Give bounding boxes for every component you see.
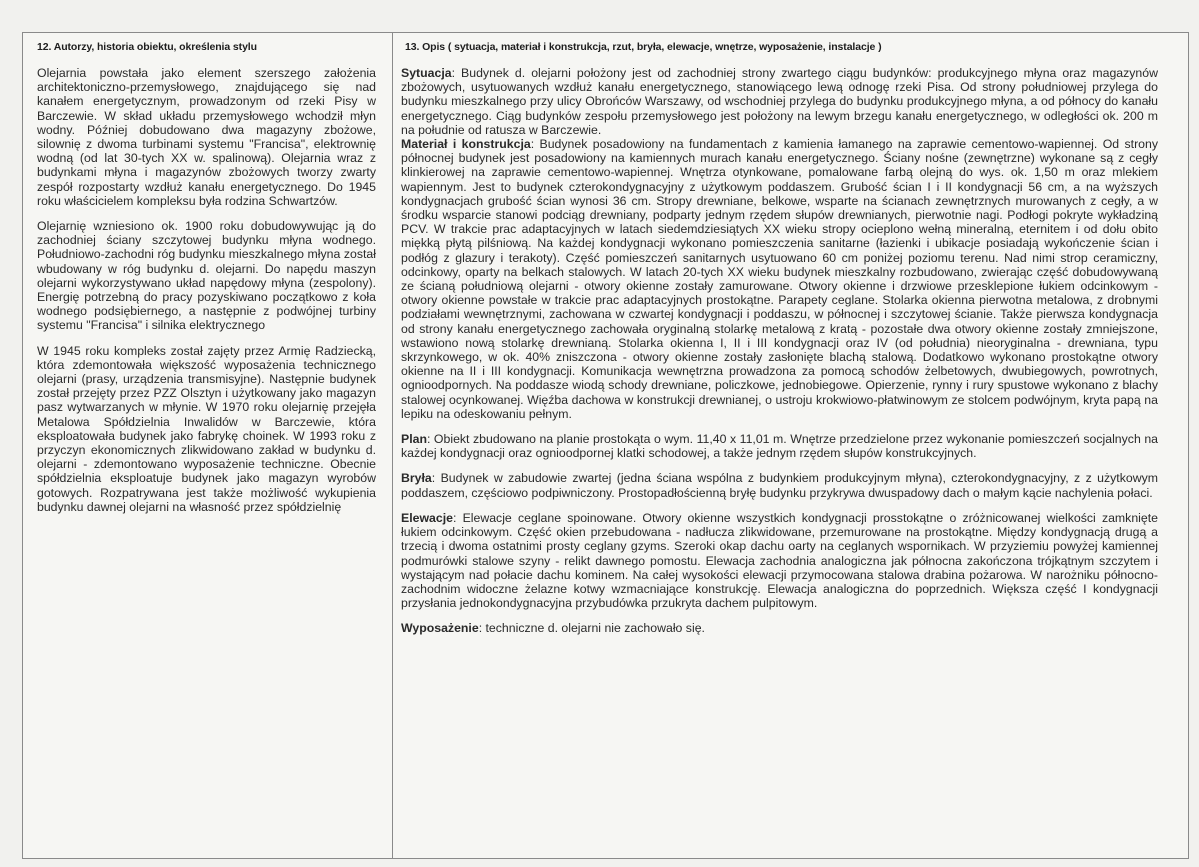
column-divider xyxy=(392,33,393,858)
section-material xyxy=(401,137,1158,421)
plan-text: : Obiekt zbudowano na planie prostokąta o wym. 11,40 x 11,01 m. Wnętrze przedzielone przez wykonanie pomieszczeń socjalnych na każdej kondygnacji oraz ognioodpornej klatki schodowej, a także jednym rzędem słupów konstrukcyjnych. xyxy=(401,432,1158,461)
plan-label: Plan xyxy=(401,432,427,447)
wyposazenie-text: : techniczne d. olejarni nie zachowało się. xyxy=(478,621,705,636)
history-paragraph-1: Olejarnia powstała jako element szerszego założenia architektoniczno-przemysłowego, znajdującego się nad kanałem energetycznym, prowadzonym od rzeki Pisy w Barczewie. W skład układu przemysłowego wchodził młyn wodny. Później dobudowano dwa magazyny zbożowe, silownię z dwoma turbinami systemu "Francisa", elektrownię wodną (od lat 30-tych XX w. spalinową). Olejarnia wraz z budynkami młyna i magazynów zbożowych tworzy zwarty zespół rozpostarty wzdłuż kanału energetycznego. Do 1945 roku właścicielem kompleksu była rodzina Schwartzów. xyxy=(37,66,376,208)
sytuacja-label: Sytuacja xyxy=(401,66,452,80)
description-column xyxy=(401,41,1158,647)
history-paragraph-3: W 1945 roku kompleks został zajęty przez Armię Radziecką, która zdemontowała większość wyposażenia technicznego olejarni (prasy, urządzenia transmisyjne). Następnie budynek został przejęty przez PZZ Olsztyn i użytkowany jako magazyn pasz wytwarzanych w młynie. W 1970 roku olejarnię przejęła Metalowa Spółdzielnia Inwalidów w Barczewie, która eksploatowała budynek jako fabrykę choinek. W 1993 roku z przyczyn ekonomicznych zlikwidowano zakład w budynku d. olejarni - zdemontowano wyposażenie techniczne. Obecnie spółdzielnia eksploatuje budynek jako magazyn wyrobów gotowych. Rozpatrywana jest także możliwość wykupienia budynku dawnej olejarni na własność przez spółdzielnię xyxy=(37,343,376,514)
history-paragraph-2: Olejarnię wzniesiono ok. 1900 roku dobudowywując ją do zachodniej ściany szczytowej budynku młyna wodnego. Południowo-zachodni róg budynku mieszkalnego młyna został wbudowany w róg budynku d. olejarni. Do napędu maszyn olejarni wykorzystywano układ napędowy młyna (zespolony). Energię potrzebną do pracy pozyskiwano początkowo z koła wodnego podsiębiernego, a następnie z podwójnej turbiny systemu "Francisa" i silnika elektrycznego xyxy=(37,219,376,333)
record-card xyxy=(22,32,1189,859)
history-heading: 12. Autorzy, historia obiektu, określenia stylu xyxy=(37,41,257,53)
section-elewacje xyxy=(401,511,1158,610)
section-wyposazenie xyxy=(401,621,1158,635)
history-column xyxy=(37,41,376,525)
section-sytuacja xyxy=(401,66,1158,137)
wyposazenie-label: Wyposażenie xyxy=(401,621,479,636)
material-text: : Budynek posadowiony na fundamentach z kamienia łamanego na zaprawie cementowo-wapiennej. Od strony północnej budynek jest posadowiony na kamiennych murach kanału energetycznego. Ściany nośne (zewnętrzne) wykonane są z cegły klinkierowej na zaprawie cementowo-wapiennej. Wnętrza otynkowane, pomalowane farbą olejną do wys. ok. 1,50 m oraz mlekiem wapiennym. Jest to budynek czterokondygnacyjny z użytkowym poddaszem. Grubość ścian I i II kondygnacji 56 cm, a na wyższych kondygnacjach grubość ścian wynosi 36 cm. Stropy drewniane, belkowe, wsparte na ścianach zewnętrznych murowanych z cegły, a w środku wsparcie stanowi podciąg drewniany, podparty jednym rzędem słupów drewnianych, pierwotnie nagi. Podłogi pokryte wykładziną PCV. W trakcie prac adaptacyjnych w latach siedemdziesiątych XX wieku stropy ocieplono wełną mineralną, eternitem i od dołu obito miękką płytą pilśniową. Na każdej kondygnacji wykonano pomieszczenia sanitarne (łazienki i ubikacje posiadają wykończenie ścian i podłóg z glazury i terakoty). Część pomieszczeń sanitarnych usytuowano 60 cm poniżej poziomu terenu. Nad nimi strop ceramiczny, odcinkowy, oparty na belkach stalowych. W latach 20-tych XX wieku budynek mieszkalny rozbudowano, zwierając część dobudowywaną ze ścianą południową olejarni - otwory okienne zostały zamurowane. Otwory okienne i drzwiowe przesklepione łukiem odcinkowym - otwory okienne powstałe w trakcie prac adaptacyjnych prostokątne. Parapety ceglane. Stolarka okienna pierwotna metalowa, z drobnymi podziałami wewnętrznymi, zachowana w czwartej kondygnacji i poddaszu, w północnej i szczytowej ścianie. Także pierwsza kondygnacja od strony kanału energetycznego zachowała oryginalną stolarkę metalową z kratą - pozostałe dwa otwory okienne zostały zmniejszone, wstawiono nową stolarkę drewnianą. Stolarka okienna I, II i III kondygnacji oraz IV (od południa) nieoryginalna - drewniana, typu skrzynkowego, w ok. 40% zniszczona - otwory okienne zostały zasłonięte blachą stalową. Dodatkowo wykonano prostokątne otwory okienne na II i III kondygnacji. Komunikacja wewnętrzna prowadzona za pomocą schodów żelbetowych, dwubiegowych, powrotnych, ognioodpornych. Na poddasze wiodą schody drewniane, policzkowe, jednobiegowe. Opierzenie, rynny i rury spustowe wykonano z blachy stalowej ocynkowanej. Więźba dachowa w konstrukcji drewnianej, o ustroju krokwiowo-płatwinowym ze stolcem podwójnym, kryta papą na lepiku na odeskowaniu pełnym. xyxy=(401,137,1158,421)
section-plan xyxy=(401,432,1158,460)
elewacje-label: Elewacje xyxy=(401,510,453,525)
bryla-label: Bryła xyxy=(401,471,432,486)
sytuacja-text: : Budynek d. olejarni położony jest od zachodniej strony zwartego ciągu budynków: produkcyjnego młyna oraz magazynów zbożowych, usytuowanych wzdłuż kanału energetycznego, stanowiącego lewą odnogę rzeki Pisa. Od strony południowej przylega do budynku mieszkalnego przy ulicy Obrońców Warszawy, od wschodniej przylega do budynku produkcyjnego młyna, a od północy do kanału energetycznego. Ciąg budynków zespołu przemysłowego jest położony na lewym brzegu kanału energetycznego, w odległości ok. 200 m na południe od ratusza w Barczewie. xyxy=(401,66,1158,137)
elewacje-text: : Elewacje ceglane spoinowane. Otwory okienne wszystkich kondygnacji prosstokątne o zróżnicowanej wielkości zamknięte łukiem odcinkowym. Część okien przebudowana - nadłucza zlikwidowane, przemurowane na prostokątne. Między kondygnacją drugą a trzecią i dwoma ostatnimi prosty ceglany gzyms. Szeroki okap dachu oarty na ceglanych wspornikach. W przyziemiu powyżej kamiennej podmurówki stalowe szyny - relikt dawnego pomostu. Elewacja zachodnia analogiczna jak północna zakończona trójkątnym szczytem i wystającym nad połacie dachu kominem. Na całej wysokości elewacji przymocowana stalowa drabina pożarowa. W narożniku północno-zachodnim widoczne żelazne kotwy wzmacniające konstrukcję. Elewacja analogiczna do poprzednich. Większa część I kondygnacji przysłania jednokondygnacyjna przybudówka przukryta dachem pulpitowym. xyxy=(401,510,1158,611)
bryla-text: : Budynek w zabudowie zwartej (jedna ściana wspólna z budynkiem produkcyjnym młyna), czterokondygnacyjny, z z użytkowym poddaszem, częściowo podpiwniczony. Prostopadłościenną bryłę budynku przykrywa dwuspadowy dach o małym kącie nachylenia połaci. xyxy=(401,471,1158,500)
section-bryla xyxy=(401,471,1158,499)
description-heading: 13. Opis ( sytuacja, materiał i konstrukcja, rzut, bryła, elewacje, wnętrze, wyposażenie, instalacje ) xyxy=(405,41,882,53)
material-label: Materiał i konstrukcja xyxy=(401,137,531,152)
